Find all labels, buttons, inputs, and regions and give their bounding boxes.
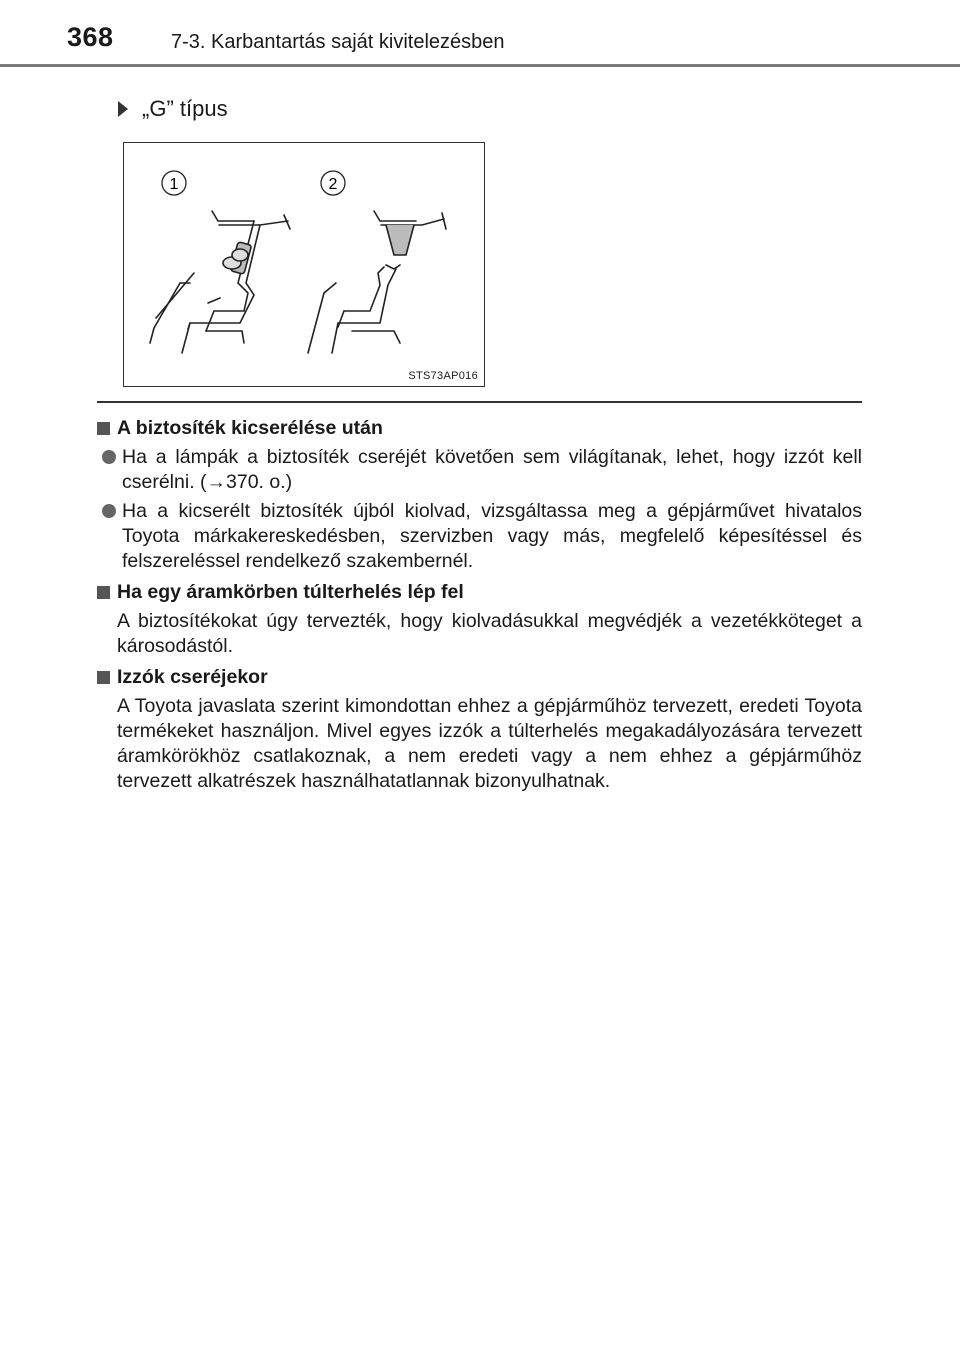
type-label: „G” típus (142, 96, 228, 121)
list-item (97, 499, 862, 574)
section-heading-text: Ha egy áramkörben túlterhelés lép fel (117, 581, 464, 603)
fuse-drawing (124, 143, 486, 388)
section-heading-text: A biztosíték kicserélése után (117, 417, 383, 439)
callout-1-label: 1 (169, 176, 179, 193)
list-item-text: Ha a kicserélt biztosíték újból kiolvad, vizsgáltassa meg a gépjárművet hivatalos Toyota márkakereskedésben, szervizben vagy más, megfelelő képesítéssel és felszereléssel rendelkező szakembernél. (122, 500, 862, 572)
figure-code: STS73AP016 (408, 370, 478, 382)
fuse-intact (150, 211, 290, 353)
content-divider (97, 401, 862, 403)
fuse-illustration (123, 142, 485, 387)
list-item (97, 445, 862, 495)
type-label-row (118, 96, 228, 122)
square-bullet-icon (97, 586, 110, 599)
callout-2 (321, 171, 345, 195)
section-heading (97, 665, 862, 690)
round-bullet-icon (102, 504, 116, 518)
header-divider (0, 64, 960, 67)
section-paragraph: A biztosítékokat úgy tervezték, hogy kiolvadásukkal megvédjék a vezetékköteget a károsodástól. (117, 610, 862, 657)
section-heading-text: Izzók cseréjekor (117, 666, 268, 688)
section-heading (97, 416, 862, 441)
square-bullet-icon (97, 671, 110, 684)
triangle-bullet-icon (118, 101, 128, 117)
section-paragraph: A Toyota javaslata szerint kimondottan ehhez a gépjárműhöz tervezett, eredeti Toyota termékeket használjon. Mivel egyes izzók a túlterhelés megakadályozására tervezett áramkörökhöz csatlakoznak, a nem eredeti vagy a nem ehhez a gépjárműhöz tervezett alkatrészek használhatatlannak bizonyulhatnak. (117, 695, 862, 792)
callout-2-label: 2 (328, 176, 338, 193)
callout-1 (162, 171, 186, 195)
section-title: 7-3. Karbantartás saját kivitelezésben (171, 31, 505, 53)
round-bullet-icon (102, 450, 116, 464)
list-item-text: Ha a lámpák a biztosíték cseréjét követően sem világítanak, lehet, hogy izzót kell cserélni. (→370. o.) (122, 446, 862, 493)
content (97, 410, 862, 794)
section-heading (97, 580, 862, 605)
page-header (0, 0, 960, 68)
page-number: 368 (67, 22, 114, 52)
fuse-blown (308, 211, 446, 353)
square-bullet-icon (97, 422, 110, 435)
